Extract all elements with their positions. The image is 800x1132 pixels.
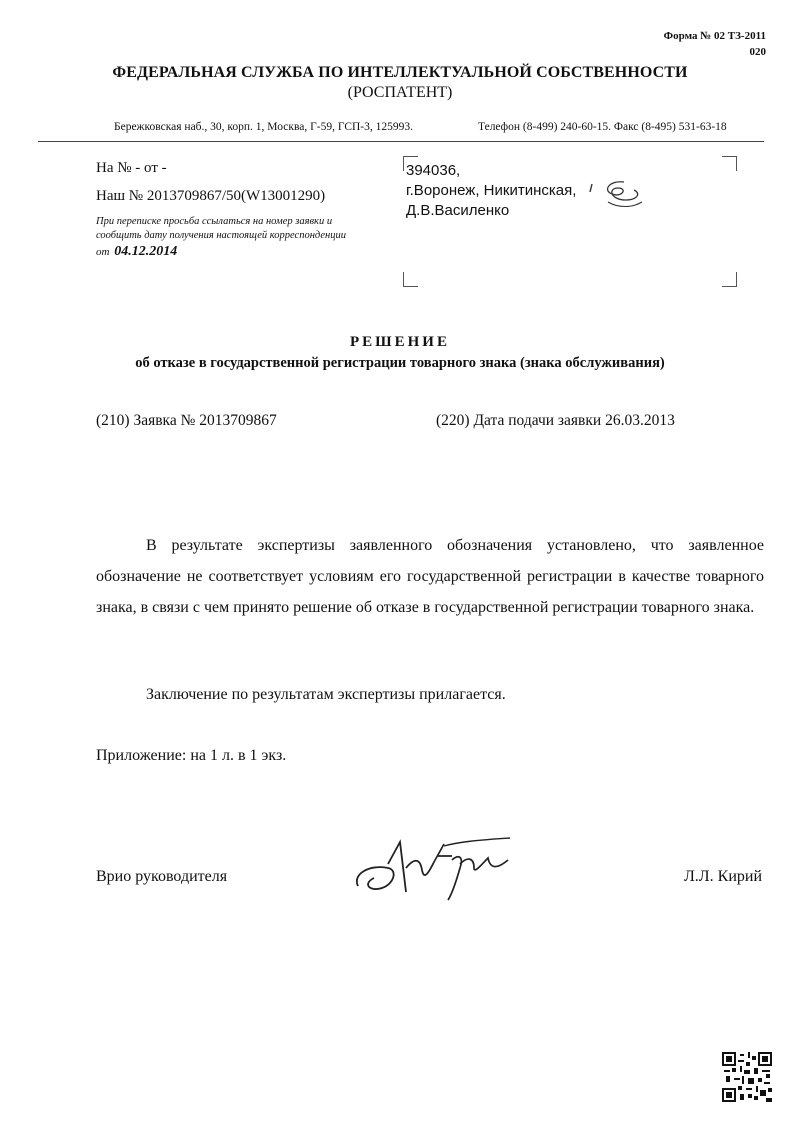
recipient-address: г.Воронеж, Никитинская, [406, 182, 577, 199]
letter-date: 04.12.2014 [114, 244, 178, 259]
date-prefix: от [96, 246, 110, 258]
handwritten-mark-icon [588, 178, 648, 212]
signatory-position: Врио руководителя [96, 868, 228, 885]
header-divider [38, 141, 764, 142]
our-reference: Наш № 2013709867/50(W13001290) [96, 188, 326, 204]
your-reference: На № - от - [96, 160, 167, 176]
qr-code-icon [722, 1052, 772, 1102]
address-window-corner [403, 272, 418, 287]
application-number: (210) Заявка № 2013709867 [96, 412, 277, 429]
organization-short-name: (РОСПАТЕНТ) [347, 84, 453, 101]
signature-icon [348, 834, 518, 904]
organization-address: Бережковская наб., 30, корп. 1, Москва, Г-59, ГСП-3, 125993. [114, 121, 414, 133]
organization-title: ФЕДЕРАЛЬНАЯ СЛУЖБА ПО ИНТЕЛЛЕКТУАЛЬНОЙ СОБСТВЕННОСТИ [112, 64, 688, 81]
signatory-name: Л.Л. Кирий [683, 868, 762, 885]
form-number-block [664, 28, 766, 60]
letter-date-line [96, 244, 177, 260]
document-subtitle: об отказе в государственной регистрации товарного знака (знака обслуживания) [135, 355, 665, 371]
correspondence-note: При переписке просьба ссылаться на номер заявки и сообщить дату получения настоящей корреспонденции [96, 216, 346, 241]
recipient-block [406, 161, 576, 221]
form-number: Форма № 02 ТЗ-2011 [663, 30, 766, 42]
decision-paragraph: В результате экспертизы заявленного обозначения установлено, что заявленное обозначение не соответствует условиям его государственной регистрации в качестве товарного знака, в связи с чем принято решение об отказе в государственной регистрации товарного знака. [96, 537, 764, 616]
form-code: 020 [749, 46, 766, 58]
address-window-corner [722, 156, 737, 171]
application-filing-date: (220) Дата подачи заявки 26.03.2013 [436, 412, 675, 429]
address-window-corner [722, 272, 737, 287]
recipient-postcode: 394036, [406, 162, 461, 179]
conclusion-line: Заключение по результатам экспертизы прилагается. [146, 686, 506, 703]
recipient-name: Д.В.Василенко [406, 202, 510, 219]
organization-contacts: Телефон (8-499) 240-60-15. Факс (8-495) 531-63-18 [478, 121, 727, 133]
attachment-line: Приложение: на 1 л. в 1 экз. [96, 747, 287, 764]
document-title: РЕШЕНИЕ [350, 334, 450, 350]
